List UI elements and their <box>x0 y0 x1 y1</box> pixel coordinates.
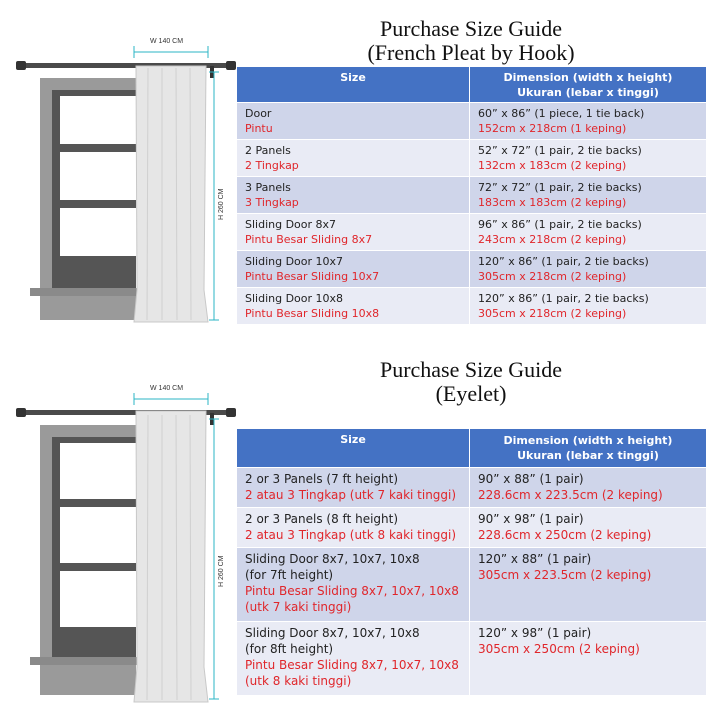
curtain-illustration <box>0 377 236 707</box>
height-label: H 260 CM <box>218 555 225 587</box>
table-row: 2 or 3 Panels (8 ft height) 2 atau 3 Tingkap (utk 8 kaki tinggi) 90” x 98” (1 pair) 228.6cm x 250cm (2 keping) <box>237 508 707 548</box>
curtain-panel <box>134 411 208 702</box>
title-line-1: Purchase Size Guide <box>379 16 563 41</box>
curtain-illustration <box>0 30 236 325</box>
table-row: 2 or 3 Panels (7 ft height) 2 atau 3 Tingkap (utk 7 kaki tinggi) 90” x 88” (1 pair) 228.6cm x 223.5cm (2 keping) <box>237 468 707 508</box>
section-eyelet <box>0 345 720 720</box>
window-sill <box>30 657 140 665</box>
header-size: Size <box>237 429 470 468</box>
title-line-1: Purchase Size Guide <box>379 357 563 382</box>
header-dimension: Dimension (width x height) Ukuran (lebar x tinggi) <box>470 67 707 103</box>
table-row: Sliding Door 8x7, 10x7, 10x8 (for 7ft height) Pintu Besar Sliding 8x7, 10x7, 10x8 (utk 7 kaki tinggi) 120” x 88” (1 pair) 305cm x 223.5cm (2 keping) <box>237 548 707 622</box>
header-dimension: Dimension (width x height) Ukuran (lebar x tinggi) <box>470 429 707 468</box>
title-line-2: (Eyelet) <box>435 381 507 406</box>
height-label: H 260 CM <box>218 188 225 220</box>
width-label: W 140 CM <box>150 38 184 45</box>
table-row: Sliding Door 10x8 Pintu Besar Sliding 10x8 120” x 86” (1 pair, 2 tie backs) 305cm x 218cm (2 keping) <box>237 288 707 325</box>
table-row: Door Pintu 60” x 86” (1 piece, 1 tie back) 152cm x 218cm (1 keping) <box>237 103 707 140</box>
section-french-pleat <box>0 0 720 345</box>
title-line-2: (French Pleat by Hook) <box>367 40 575 65</box>
header-size: Size <box>237 67 470 103</box>
table-row: 3 Panels 3 Tingkap 72” x 72” (1 pair, 2 tie backs) 183cm x 183cm (2 keping) <box>237 177 707 214</box>
curtain-panel <box>134 66 208 322</box>
size-table <box>236 428 707 696</box>
width-label: W 140 CM <box>150 385 184 392</box>
table-row: Sliding Door 8x7, 10x7, 10x8 (for 8ft height) Pintu Besar Sliding 8x7, 10x7, 10x8 (utk 8 kaki tinggi) 120” x 98” (1 pair) 305cm x 250cm (2 keping) <box>237 622 707 696</box>
table-row: Sliding Door 8x7 Pintu Besar Sliding 8x7 96” x 86” (1 pair, 2 tie backs) 243cm x 218cm (2 keping) <box>237 214 707 251</box>
table-row: Sliding Door 10x7 Pintu Besar Sliding 10x7 120” x 86” (1 pair, 2 tie backs) 305cm x 218cm (2 keping) <box>237 251 707 288</box>
section-title <box>236 17 706 65</box>
section-title <box>236 358 706 406</box>
window-sill <box>30 288 140 296</box>
size-table <box>236 66 707 325</box>
table-row: 2 Panels 2 Tingkap 52” x 72” (1 pair, 2 tie backs) 132cm x 183cm (2 keping) <box>237 140 707 177</box>
table-header <box>237 67 707 103</box>
table-header <box>237 429 707 468</box>
